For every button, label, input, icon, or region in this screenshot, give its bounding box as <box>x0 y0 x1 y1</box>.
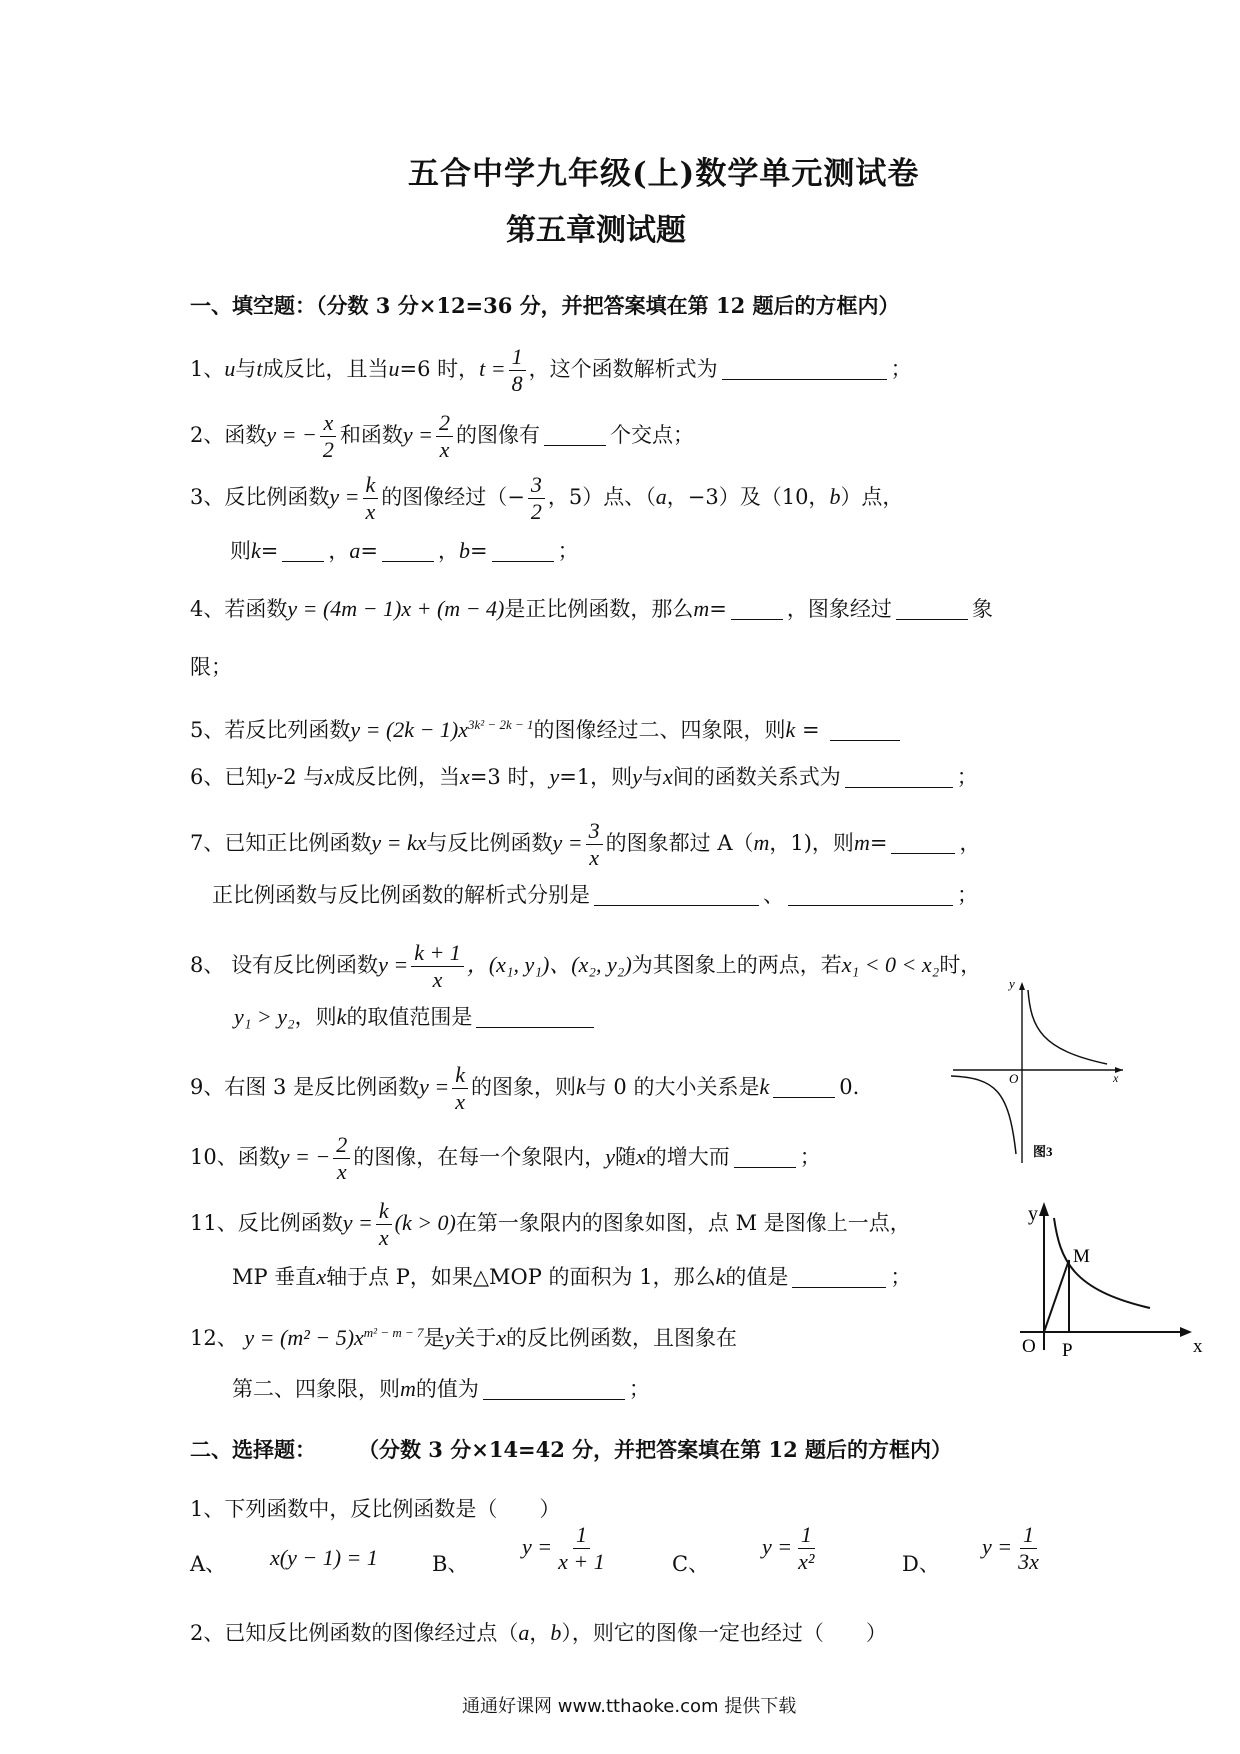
section-2-title: 二、选择题： <box>190 1437 316 1462</box>
denominator: 2 <box>530 499 542 524</box>
question-text: 间的函数关系式为 <box>672 765 841 789</box>
question-text: 若函数 <box>224 597 288 621</box>
question-text: ，5）点、（ <box>547 485 656 509</box>
question-text: 的图象，则 <box>470 1075 576 1099</box>
page-footer: 通通好课网 www.tthaoke.com 提供下载 <box>462 1696 797 1717</box>
question-text: =1，则 <box>559 765 633 789</box>
page-subtitle: 第五章测试题 <box>506 213 686 248</box>
numerator: 2 <box>333 1132 350 1159</box>
math-var: b <box>829 484 841 509</box>
question-text: 的值为 <box>415 1377 479 1401</box>
numerator: k <box>452 1062 468 1089</box>
question-text: =6 时， <box>399 357 480 381</box>
x-axis-arrow <box>1180 1327 1192 1337</box>
question-number: 8、 <box>190 953 225 977</box>
denominator: x + 1 <box>558 1549 605 1574</box>
question-2-2 <box>190 1618 887 1648</box>
fraction <box>452 1062 468 1115</box>
page-title: 五合中学九年级(上)数学单元测试卷 <box>408 156 920 192</box>
question-text: 已知反比例函数的图像经过点（ <box>224 1621 519 1645</box>
numerator: 1 <box>509 344 526 371</box>
answer-blank[interactable] <box>594 883 759 906</box>
question-number: 1、 <box>190 357 225 381</box>
math-var: y <box>549 764 560 789</box>
question-text: 设有反比例函数 <box>231 953 379 977</box>
question-text: 下列函数中，反比例函数是（ ） <box>224 1497 561 1521</box>
option-label: A、 <box>190 1552 227 1576</box>
answer-blank[interactable] <box>734 1145 796 1168</box>
denominator: 2 <box>322 437 334 462</box>
answer-blank[interactable] <box>722 357 887 380</box>
question-1-10 <box>190 1132 821 1185</box>
question-text: = <box>260 539 279 563</box>
math-expr: y = − <box>279 1144 331 1169</box>
question-text: ，−3）及（10， <box>666 485 830 509</box>
denominator: x² <box>798 1549 815 1574</box>
question-1-4 <box>190 594 993 624</box>
question-text: ）点， <box>840 485 904 509</box>
fraction <box>320 410 337 463</box>
math-expr: y = <box>329 484 360 509</box>
fraction <box>436 410 453 463</box>
math-expr: y = <box>419 1074 450 1099</box>
math-var: b <box>550 1620 562 1645</box>
denominator: x <box>432 967 443 992</box>
answer-blank[interactable] <box>544 423 606 446</box>
question-text: 的图像，在每一个象限内， <box>353 1145 606 1169</box>
question-text: -2 与 <box>276 765 325 789</box>
math-expr: y = <box>982 1534 1013 1559</box>
curve-quadrant-3 <box>951 1076 1016 1154</box>
numerator: k + 1 <box>411 940 464 967</box>
section-2-heading <box>190 1434 952 1464</box>
question-number: 11、 <box>190 1211 238 1235</box>
denominator: x <box>455 1089 465 1114</box>
question-text: 反比例函数 <box>224 485 330 509</box>
question-text: ； <box>557 539 579 563</box>
option-label: C、 <box>672 1552 710 1576</box>
question-1-11-line-2 <box>232 1262 911 1292</box>
numerator: k <box>363 472 379 499</box>
question-text: 函数 <box>224 423 267 447</box>
numerator: 1 <box>573 1522 590 1549</box>
denominator: 8 <box>511 371 523 396</box>
question-text: 与 <box>235 357 257 381</box>
curve-quadrant-1 <box>1028 990 1107 1064</box>
answer-blank[interactable] <box>773 1075 835 1098</box>
question-text: 0. <box>839 1075 860 1099</box>
fraction <box>1015 1522 1042 1575</box>
question-number: 6、 <box>190 765 225 789</box>
origin-label: O <box>1022 1336 1036 1357</box>
answer-blank[interactable] <box>382 539 434 562</box>
fraction <box>586 818 603 871</box>
question-text: 是 <box>423 1326 445 1350</box>
numerator: 3 <box>586 818 603 845</box>
math-var: k <box>336 1004 347 1029</box>
answer-blank[interactable] <box>830 718 900 741</box>
question-text: ； <box>799 1145 821 1169</box>
math-var: m <box>693 596 710 621</box>
math-var: m <box>853 830 870 855</box>
answer-blank[interactable] <box>792 1265 886 1288</box>
question-text: 的增大而 <box>645 1145 730 1169</box>
question-text: ，这个函数解析式为 <box>528 357 718 381</box>
denominator: x <box>589 845 600 870</box>
math-var: k <box>251 538 261 563</box>
question-text: 正比例函数与反比例函数的解析式分别是 <box>212 883 590 907</box>
question-text: ，则 <box>294 1005 337 1029</box>
question-text: ； <box>957 883 978 907</box>
figure-3-hyperbola <box>945 978 1125 1168</box>
option-label: D、 <box>902 1552 940 1576</box>
question-text: 、 <box>763 883 784 907</box>
point-p-label: P <box>1062 1340 1073 1361</box>
math-exponent: m² − m − 7 <box>363 1325 424 1340</box>
question-number: 2、 <box>190 423 225 447</box>
answer-blank[interactable] <box>891 831 955 854</box>
answer-blank[interactable] <box>476 1005 594 1028</box>
question-text: 的图象都过 A（ <box>605 831 754 855</box>
question-text: 成反比，且当 <box>262 357 389 381</box>
math-expr: ，(x₁, y₁)、(x₂, y₂) <box>466 952 632 977</box>
question-1-2 <box>190 410 694 463</box>
math-var: x <box>460 764 470 789</box>
math-expr: y = (2k − 1)x <box>350 717 469 742</box>
question-number: 4、 <box>190 597 225 621</box>
question-text: 为其图象上的两点，若 <box>631 953 842 977</box>
math-var: x <box>316 1264 327 1289</box>
math-var: a <box>349 538 361 563</box>
question-text: 成反比例，当 <box>334 765 461 789</box>
option-d-expr <box>982 1522 1045 1575</box>
fraction <box>333 1132 350 1185</box>
fraction <box>528 472 545 525</box>
math-var: a <box>655 484 667 509</box>
section-2-note: （分数 3 分×14=42 分，并把答案填在第 12 题后的方框内） <box>358 1437 953 1462</box>
fraction <box>509 344 526 397</box>
question-text: ； <box>890 357 912 381</box>
question-1-12-line-2 <box>232 1374 650 1404</box>
question-1-6 <box>190 762 978 792</box>
question-text: 的图像经过（− <box>381 485 525 509</box>
question-text: = <box>869 831 888 855</box>
math-expr: y = (4m − 1)x + (m − 4) <box>287 596 505 621</box>
question-text: ， <box>328 539 350 563</box>
question-text: = <box>709 597 727 621</box>
math-expr: y = kx <box>371 830 427 855</box>
fraction <box>363 472 379 525</box>
question-text: = <box>795 718 827 742</box>
question-text: 的图像经过二、四象限，则 <box>533 718 786 742</box>
question-number: 1、 <box>190 1497 225 1521</box>
question-1-7-line-2 <box>212 880 978 910</box>
answer-blank[interactable] <box>483 1377 625 1400</box>
figure-caption: 图3 <box>1033 1144 1053 1159</box>
question-number: 2、 <box>190 1621 225 1645</box>
math-var: u <box>388 356 400 381</box>
origin-label: O <box>1009 1071 1019 1086</box>
y-axis-arrow <box>1019 982 1025 990</box>
math-expr: y = <box>342 1210 373 1235</box>
answer-blank[interactable] <box>492 539 554 562</box>
math-expr: (k > 0) <box>394 1210 456 1235</box>
option-a[interactable] <box>190 1548 226 1578</box>
fraction <box>795 1522 817 1575</box>
math-var: x <box>324 764 335 789</box>
math-var: k <box>715 1264 726 1289</box>
question-text: =3 时， <box>469 765 550 789</box>
denominator: 3x <box>1018 1549 1039 1574</box>
question-text: 随 <box>614 1145 636 1169</box>
option-c[interactable] <box>672 1548 709 1578</box>
question-text: ； <box>628 1377 650 1401</box>
question-number: 10、 <box>190 1145 238 1169</box>
question-text: ； <box>956 765 978 789</box>
question-1-4-line-2: 限； <box>190 655 232 679</box>
question-1-7 <box>190 818 980 871</box>
question-number: 3、 <box>190 485 225 509</box>
question-text: 右图 3 是反比例函数 <box>224 1075 420 1099</box>
option-b[interactable] <box>432 1548 468 1578</box>
fraction <box>555 1522 608 1575</box>
question-text: ； <box>890 1265 912 1289</box>
question-1-3-line-2 <box>230 536 579 566</box>
question-text: 则 <box>230 539 251 563</box>
fraction <box>411 940 464 993</box>
math-var: u <box>224 356 236 381</box>
fraction <box>376 1198 392 1251</box>
numerator: 2 <box>436 410 453 437</box>
option-b-expr <box>522 1522 611 1575</box>
math-var: x <box>662 764 673 789</box>
question-text: 的值是 <box>725 1265 789 1289</box>
y-label: y <box>1009 978 1015 991</box>
question-1-9 <box>190 1062 859 1115</box>
question-text: ， <box>529 1621 551 1645</box>
numerator: 1 <box>798 1522 815 1549</box>
question-number: 9、 <box>190 1075 225 1099</box>
math-var: k <box>785 717 796 742</box>
question-number: 12、 <box>190 1326 238 1350</box>
question-1-11 <box>190 1198 911 1251</box>
option-label: B、 <box>432 1552 469 1576</box>
question-text: 与 <box>641 765 663 789</box>
math-var: m <box>753 830 770 855</box>
question-text: 与反比例函数 <box>426 831 553 855</box>
question-text: = <box>469 539 488 563</box>
math-var: y <box>632 764 642 789</box>
math-var: k <box>759 1074 770 1099</box>
option-a-expr <box>270 1543 378 1573</box>
denominator: x <box>439 437 450 462</box>
question-text: ， <box>959 831 981 855</box>
math-expr: y = <box>552 830 583 855</box>
math-var: m <box>400 1376 416 1401</box>
answer-blank[interactable] <box>845 765 953 788</box>
math-var: a <box>518 1620 530 1645</box>
y-label: y <box>1028 1203 1038 1225</box>
question-1-12 <box>190 1318 737 1353</box>
point-m-label: M <box>1073 1246 1090 1267</box>
question-text: 轴于点 P，如果△MOP 的面积为 1，那么 <box>326 1265 716 1289</box>
question-text: = <box>360 539 378 563</box>
question-text: 的反比例函数，且图象在 <box>506 1326 738 1350</box>
math-expr: y₁ > y₂ <box>234 1004 295 1029</box>
math-var: x <box>635 1144 646 1169</box>
denominator: x <box>378 1225 389 1250</box>
question-text: 已知 <box>224 765 267 789</box>
question-text: ），则它的图像一定也经过（ ） <box>561 1621 887 1645</box>
question-number: 7、 <box>190 831 225 855</box>
denominator: x <box>365 499 376 524</box>
math-expr: y = <box>522 1534 553 1559</box>
math-expr: y = − <box>266 422 317 447</box>
question-text: 函数 <box>237 1145 280 1169</box>
math-expr: y = <box>762 1534 793 1559</box>
question-text: 第二、四象限，则 <box>232 1377 400 1401</box>
segment-om <box>1044 1260 1069 1332</box>
math-var: b <box>458 538 470 563</box>
question-text: 已知正比例函数 <box>224 831 372 855</box>
math-expr: x(y − 1) = 1 <box>270 1545 378 1570</box>
question-text: 的图像有 <box>455 423 540 447</box>
figure-triangle-mop <box>1010 1190 1210 1365</box>
question-text: 和函数 <box>339 423 403 447</box>
question-1-3 <box>190 472 903 525</box>
question-text: 的取值范围是 <box>346 1005 473 1029</box>
answer-blank[interactable] <box>896 597 968 620</box>
question-number: 5、 <box>190 718 225 742</box>
section-1-heading: 一、填空题：（分数 3 分×12=36 分，并把答案填在第 12 题后的方框内） <box>190 293 900 318</box>
math-expr: y = (m² − 5)x <box>244 1325 364 1350</box>
x-label: x <box>1193 1336 1203 1357</box>
option-d[interactable] <box>902 1548 940 1578</box>
question-text: 在第一象限内的图象如图，点 M 是图像上一点， <box>455 1211 911 1235</box>
math-var: t <box>256 356 263 381</box>
math-expr: t = <box>479 356 506 381</box>
numerator: x <box>320 410 336 437</box>
question-text: 反比例函数 <box>237 1211 343 1235</box>
math-exponent: 3k² − 2k − 1 <box>468 717 534 732</box>
math-var: y <box>266 764 277 789</box>
math-expr: x₁ < 0 < x₂ <box>841 952 940 977</box>
math-var: k <box>575 1074 586 1099</box>
answer-blank[interactable] <box>788 883 953 906</box>
math-var: y <box>605 1144 615 1169</box>
answer-blank[interactable] <box>731 597 783 620</box>
denominator: x <box>336 1159 347 1184</box>
question-text: 关于 <box>454 1326 497 1350</box>
numerator: 1 <box>1020 1522 1037 1549</box>
question-1-5 <box>190 710 904 745</box>
math-expr: y = <box>378 952 409 977</box>
numerator: 3 <box>528 472 545 499</box>
question-text: MP 垂直 <box>232 1265 317 1289</box>
question-1-8 <box>190 940 981 993</box>
math-var: y <box>444 1325 455 1350</box>
question-text: ，图象经过 <box>786 597 892 621</box>
question-1-1 <box>190 344 912 397</box>
answer-blank[interactable] <box>282 539 324 562</box>
question-2-1 <box>190 1494 560 1524</box>
math-var: x <box>496 1325 507 1350</box>
question-text: 象 <box>971 597 993 621</box>
question-text: ，1)，则 <box>769 831 854 855</box>
option-c-expr <box>762 1522 821 1575</box>
question-text: ， <box>437 539 459 563</box>
question-1-8-line-2 <box>234 1002 598 1032</box>
question-text: 与 0 的大小关系是 <box>585 1075 760 1099</box>
question-text: 若反比列函数 <box>224 718 351 742</box>
math-expr: y = <box>402 422 433 447</box>
numerator: k <box>376 1198 392 1225</box>
question-text: 是正比例函数，那么 <box>504 597 694 621</box>
question-text: 时， <box>939 953 982 977</box>
y-axis-arrow <box>1039 1202 1049 1216</box>
question-text: 个交点； <box>609 423 694 447</box>
x-label: x <box>1113 1071 1119 1085</box>
